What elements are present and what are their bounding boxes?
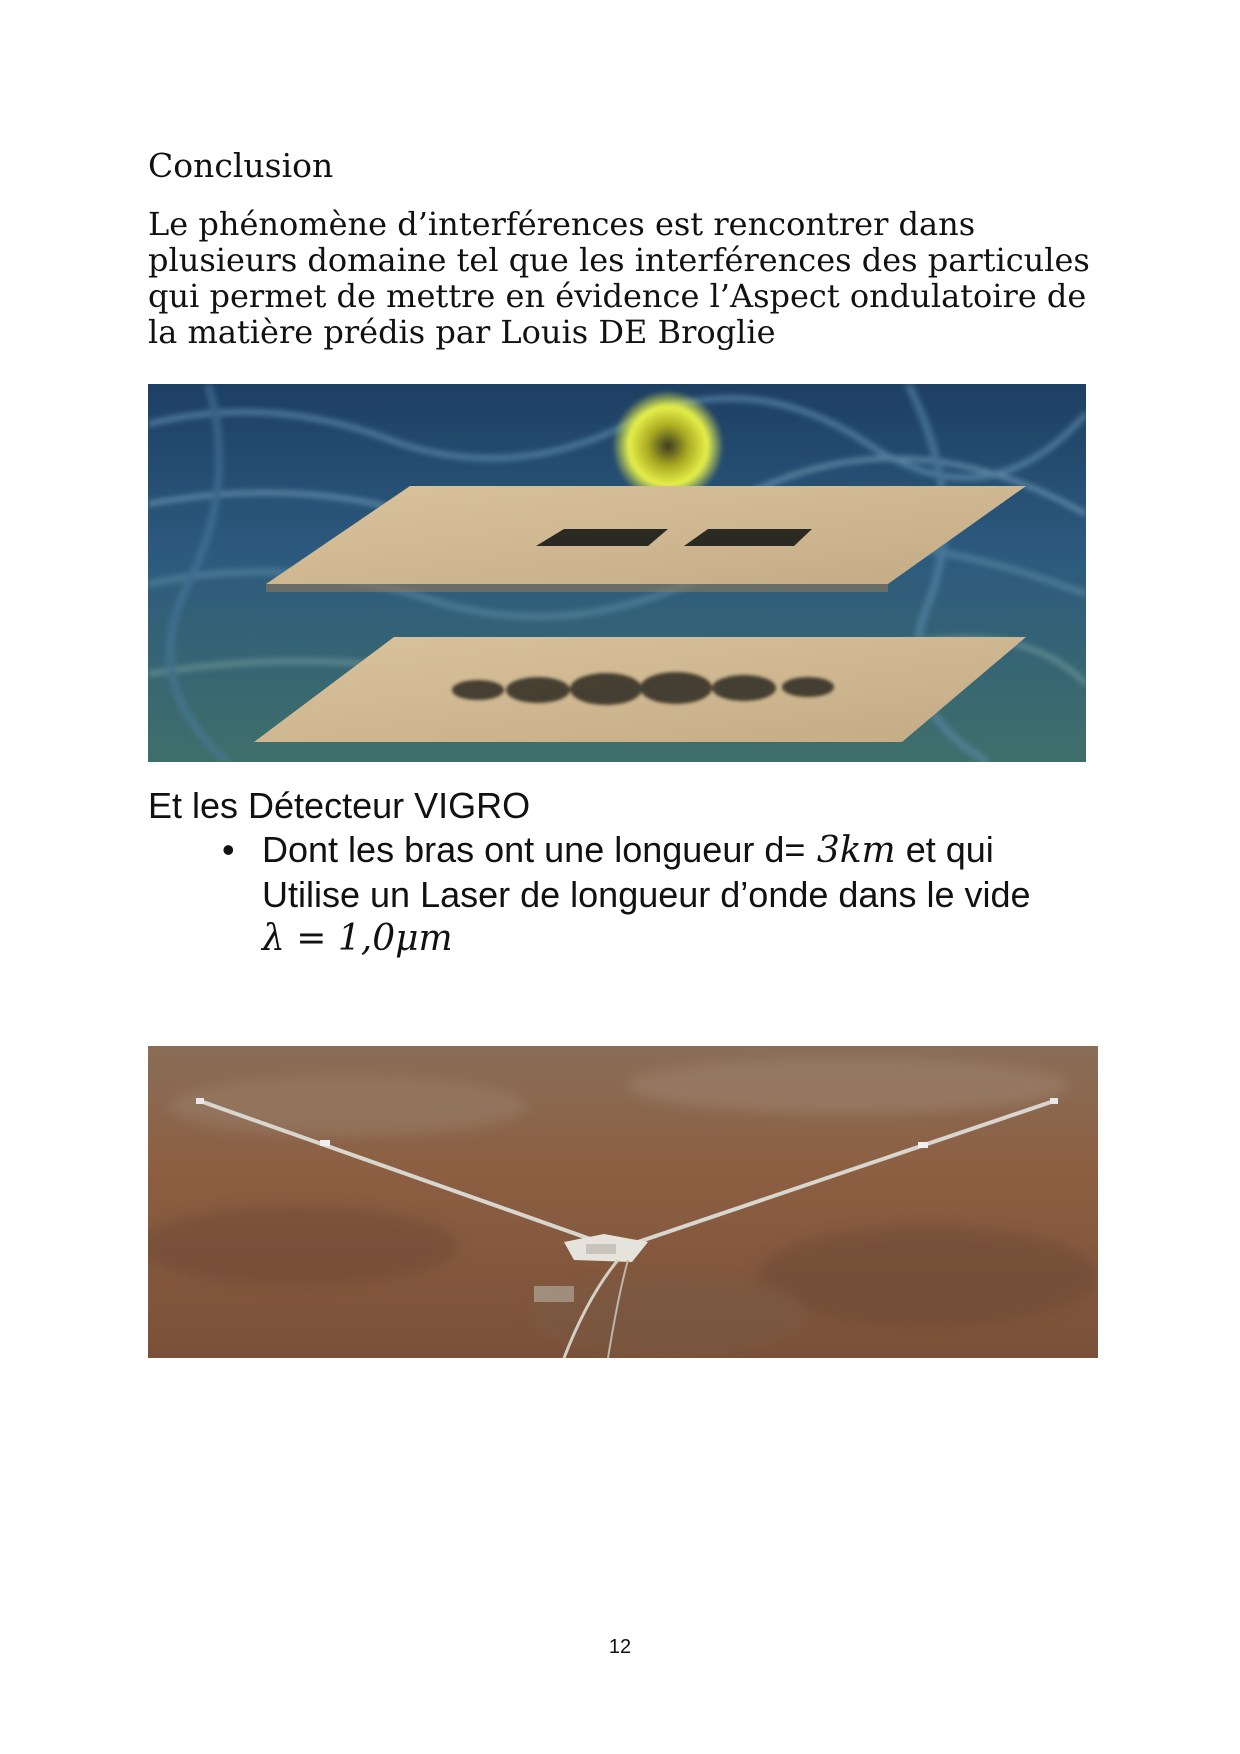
bullet-line1-prefix: Dont les bras ont une longueur d= [262, 829, 806, 870]
bullet-line [262, 828, 1122, 873]
conclusion-paragraph [148, 206, 1108, 350]
conclusion-heading: Conclusion [148, 146, 334, 185]
bullet-item [262, 828, 1122, 961]
detector-aerial-image [148, 1046, 1098, 1358]
bullet-glyph: • [222, 829, 235, 870]
detector-subheading: Et les Détecteur VIGRO [148, 785, 531, 826]
paragraph-line: qui permet de mettre en évidence l’Aspect ondulatoire de [148, 277, 1087, 315]
paragraph-line: plusieurs domaine tel que les interférences des particules [148, 241, 1090, 279]
paragraph-line: Le phénomène d’interférences est rencontrer dans [148, 205, 976, 243]
bullet-line1-suffix: et qui [895, 829, 994, 870]
paragraph-line: la matière prédis par Louis DE Broglie [148, 313, 776, 351]
arm-length-value: 3km [805, 830, 896, 871]
bullet-line: Utilise un Laser de longueur d’onde dans le vide [262, 874, 1031, 915]
double-slit-interference-image [148, 384, 1086, 762]
wavelength-value: λ = 1,0μm [262, 918, 453, 959]
page-number: 12 [608, 1636, 632, 1658]
